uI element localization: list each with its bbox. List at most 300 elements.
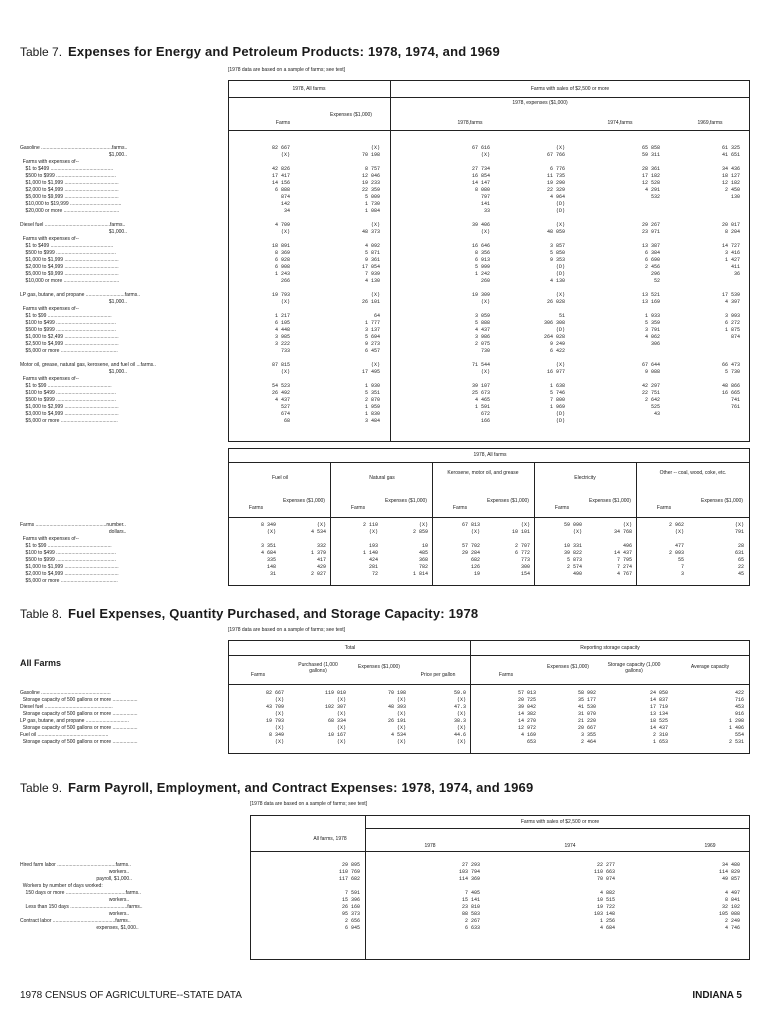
table-cell: 14 837	[649, 697, 668, 703]
table-cell: 4 130	[364, 278, 380, 284]
table-cell: 17 417	[271, 173, 290, 179]
table-cell: 5 999	[474, 264, 490, 270]
table-cell: 18 127	[721, 173, 740, 179]
table-cell: 4 062	[644, 334, 660, 340]
table-cell: (D)	[555, 208, 565, 214]
t9-hdr-all-farms: All farms, 1978	[313, 836, 347, 842]
table-cell: 485	[418, 550, 428, 556]
t7b-col-2	[338, 522, 378, 578]
table-cell	[542, 536, 582, 543]
table-cell	[430, 159, 490, 166]
stub-line: Farms ...................................................number..	[20, 522, 126, 528]
table-cell: 12 046	[361, 173, 380, 179]
table-cell: 48 373	[361, 229, 380, 235]
table9-number: Table 9.	[20, 781, 63, 795]
table-cell: 674	[280, 411, 290, 417]
stub-line: payroll, $1,000..	[20, 876, 132, 882]
table-cell: 17 539	[721, 292, 740, 298]
table-cell: (X)	[480, 152, 490, 158]
table-cell: (X)	[555, 145, 565, 151]
table-cell: (D)	[555, 201, 565, 207]
table-cell: 19 722	[596, 904, 615, 910]
t8-rule-b	[228, 684, 750, 685]
table7-subrule-b	[390, 97, 750, 98]
table-cell: 17 495	[361, 369, 380, 375]
stub-line: $2,000 to $4,999 .......................................	[20, 571, 119, 577]
table-cell: 761	[730, 404, 740, 410]
table-cell: (X)	[274, 725, 284, 731]
table-cell: (X)	[266, 529, 276, 535]
stub-line: $1,000 to $2,999 .......................................	[20, 404, 119, 410]
table-cell	[600, 306, 660, 313]
table-cell	[600, 236, 660, 243]
table-cell: 141	[480, 201, 490, 207]
table-cell: 13 169	[641, 299, 660, 305]
table-cell	[486, 536, 530, 543]
table-cell: 8 349	[268, 732, 284, 738]
table-cell: 14 437	[613, 550, 632, 556]
table-cell: 2 075	[474, 341, 490, 347]
table-cell: 20 667	[577, 725, 596, 731]
table-cell: 874	[730, 334, 740, 340]
t7b-div-2	[432, 462, 433, 586]
t9-hdr-sales-group: Farms with sales of $2,500 or more	[520, 819, 600, 825]
t7b-sub-farms-4: Farms	[554, 505, 570, 511]
table-cell: 4 437	[274, 397, 290, 403]
table-cell: 7	[680, 564, 684, 570]
stub-line: dollars..	[20, 529, 127, 535]
t7b-grp-natural-gas: Natural gas	[369, 475, 395, 481]
table-cell	[430, 236, 490, 243]
table-cell: 31 070	[577, 711, 596, 717]
t7-hdr-1978-expenses: 1978, expenses ($1,000)	[512, 100, 568, 106]
table-cell: 5 873	[566, 557, 582, 563]
table-cell: 6 272	[724, 320, 740, 326]
table-cell: 2 962	[668, 522, 684, 528]
table-cell: 2 456	[644, 264, 660, 270]
table-cell: 1 242	[474, 271, 490, 277]
table-cell: 29 895	[341, 862, 360, 868]
table-cell: (X)	[456, 697, 466, 703]
stub-line: Gasoline ..................................................	[20, 690, 111, 696]
table-cell: 17 182	[641, 173, 660, 179]
table-cell	[430, 355, 490, 362]
table8-title	[20, 606, 478, 621]
table-cell: 1 777	[364, 320, 380, 326]
table-cell: 49 857	[721, 876, 740, 882]
table7-stub	[20, 145, 226, 425]
stub-line: Workers by number of days worked:	[20, 883, 103, 889]
table-cell: 7 795	[616, 557, 632, 563]
table-cell: 4 397	[724, 299, 740, 305]
table-cell: 5 694	[364, 334, 380, 340]
table-cell: (X)	[370, 362, 380, 368]
t7-hdr-farms: Farms	[275, 120, 291, 126]
table-cell	[495, 285, 565, 292]
table-cell: (D)	[555, 271, 565, 277]
table-cell: (X)	[280, 152, 290, 158]
table-cell: 82 667	[271, 145, 290, 151]
table-cell: 88 583	[461, 911, 480, 917]
stub-line: Farms with expenses of--	[20, 236, 79, 242]
table-cell: 6 776	[549, 166, 565, 172]
table-cell: 31	[269, 571, 276, 577]
table-cell: 306	[650, 341, 660, 347]
table-cell	[600, 201, 660, 208]
table-cell: 2 574	[566, 564, 582, 570]
table-cell: 54 523	[271, 383, 290, 389]
table-cell	[700, 536, 744, 543]
table-cell: 48 866	[721, 383, 740, 389]
table-cell: 6 888	[274, 187, 290, 193]
table-cell: 3 351	[260, 543, 276, 549]
table-cell: 67 616	[471, 145, 490, 151]
t7b-col-9	[700, 522, 744, 578]
table-cell	[680, 418, 740, 425]
stub-line: $1,000 to $1,999 .......................................	[20, 180, 119, 186]
table-cell	[320, 159, 380, 166]
table-cell: 1 084	[364, 208, 380, 214]
t7b-div-4	[636, 462, 637, 586]
table-cell	[495, 159, 565, 166]
stub-line	[20, 215, 226, 222]
stub-line: 150 days or more ...........................................farms..	[20, 890, 141, 896]
table-cell	[600, 376, 660, 383]
table-cell: 4 709	[274, 222, 290, 228]
t7-col-farms	[240, 145, 290, 425]
table-cell: 4 437	[474, 327, 490, 333]
table-cell: 1 875	[724, 327, 740, 333]
table-cell: 13 387	[641, 243, 660, 249]
table-cell: 26 160	[341, 904, 360, 910]
table-cell	[240, 376, 290, 383]
table-cell: 6 690	[644, 257, 660, 263]
table-cell: 82 667	[265, 690, 284, 696]
stub-line: Farms with expenses of--	[20, 376, 79, 382]
table-cell: 34 768	[613, 529, 632, 535]
table-cell: 22 751	[641, 390, 660, 396]
table7-header-rule	[228, 130, 750, 131]
table-cell: 5 351	[364, 390, 380, 396]
table-cell: 103 148	[593, 911, 615, 917]
table-cell: (X)	[370, 292, 380, 298]
stub-line: $2,500 to $4,999 .......................................	[20, 341, 119, 347]
stub-line: $20,000 or more ........................................	[20, 208, 120, 214]
table-cell: 300	[520, 564, 530, 570]
table-cell: 105 088	[718, 911, 740, 917]
stub-line: Diesel fuel .................................................	[20, 704, 113, 710]
table-cell: 103 794	[458, 869, 480, 875]
t9-hdr-1969: 1969	[704, 843, 716, 849]
table8-number: Table 8.	[20, 607, 63, 621]
table-cell: (X)	[274, 739, 284, 745]
table-cell: 8 369	[274, 250, 290, 256]
table7-number: Table 7.	[20, 45, 63, 59]
table-cell: (X)	[734, 522, 744, 528]
table-cell: 8 757	[364, 166, 380, 172]
t7b-sub-exp-3: Expenses ($1,000)	[487, 498, 529, 504]
table-cell	[430, 285, 490, 292]
t9-col-1978	[420, 862, 480, 932]
stub-line: $2,000 to $4,999 .......................................	[20, 187, 119, 193]
table-cell: 34 480	[721, 862, 740, 868]
table-cell: 22 277	[596, 862, 615, 868]
table-cell: 1 427	[724, 257, 740, 263]
table-cell: 102 307	[324, 704, 346, 710]
t8-col-0	[232, 690, 284, 746]
t8-h5: Expenses ($1,000)	[547, 664, 589, 670]
stub-line: $1,000..	[20, 299, 127, 305]
table-cell: (X)	[280, 369, 290, 375]
table-cell: 4 746	[724, 925, 740, 931]
t7b-col-3	[384, 522, 428, 578]
t7b-col-5	[486, 522, 530, 578]
table-cell: 14 156	[271, 180, 290, 186]
t8-hdr-total: Total	[344, 645, 356, 651]
table-cell	[240, 285, 290, 292]
table-cell: 4 448	[274, 327, 290, 333]
table-cell: (X)	[520, 522, 530, 528]
table-cell: 8 841	[724, 897, 740, 903]
table9-title	[20, 780, 533, 795]
table-cell	[495, 236, 565, 243]
table7-title	[20, 44, 500, 59]
table-cell: (X)	[274, 711, 284, 717]
table-cell: 296	[650, 271, 660, 277]
stub-line: Storage capacity of 500 gallons or more ..................	[20, 697, 138, 703]
table-cell	[600, 159, 660, 166]
table-cell	[680, 306, 740, 313]
table-cell: 58 992	[577, 690, 596, 696]
table-cell: 7 800	[549, 397, 565, 403]
table-cell: 4 497	[724, 890, 740, 896]
table-cell	[680, 883, 740, 890]
t8-col-6	[600, 690, 668, 746]
table-cell: (X)	[274, 697, 284, 703]
t7b-sub-exp-5: Expenses ($1,000)	[701, 498, 743, 504]
table-cell: 61 325	[721, 145, 740, 151]
table-cell: (D)	[555, 264, 565, 270]
table-cell	[420, 883, 480, 890]
table-cell: 19 793	[271, 292, 290, 298]
table-cell: 4 291	[644, 187, 660, 193]
table-cell: 3 137	[364, 327, 380, 333]
table-cell	[680, 285, 740, 292]
stub-line: Farms with expenses of--	[20, 159, 79, 165]
table-cell: (X)	[622, 522, 632, 528]
table-cell	[600, 215, 660, 222]
t9-col-1974	[555, 862, 615, 932]
table-cell: (X)	[456, 739, 466, 745]
stub-line: $1 to $499 .............................................	[20, 166, 114, 172]
table-cell: 130	[730, 194, 740, 200]
table-cell: 14 270	[517, 718, 536, 724]
stub-line: LP gas, butane, and propane ...............................	[20, 718, 129, 724]
t8-hdr-storage: Reporting storage capacity	[580, 645, 640, 651]
t9-rule-a	[365, 828, 750, 829]
table-cell	[680, 355, 740, 362]
table-cell	[680, 376, 740, 383]
table-cell: 166	[480, 418, 490, 424]
table-cell: 11 735	[546, 173, 565, 179]
table-cell: 1 638	[549, 383, 565, 389]
table-cell: 2 642	[644, 397, 660, 403]
table-cell	[680, 278, 740, 285]
table-cell: 20 725	[517, 697, 536, 703]
t7b-sub-farms-5: Farms	[656, 505, 672, 511]
table-cell: 525	[650, 404, 660, 410]
table-cell: (X)	[418, 522, 428, 528]
table-cell	[600, 285, 660, 292]
table-cell: 496	[622, 543, 632, 549]
t8-div	[470, 640, 471, 754]
table-cell: 4 465	[474, 397, 490, 403]
table-cell	[320, 215, 380, 222]
table-cell: 411	[730, 264, 740, 270]
stub-line: $500 to $999 ...........................................	[20, 327, 116, 333]
table-cell: 453	[734, 704, 744, 710]
table-cell: 17 719	[649, 704, 668, 710]
stub-line: Hired farm labor ..........................................farms..	[20, 862, 131, 868]
t7-hdr-sales-group: Farms with sales of $2,500 or more	[530, 86, 610, 92]
table-cell: 67 813	[461, 522, 480, 528]
table-cell: 126	[470, 564, 480, 570]
table-cell: 1 930	[364, 383, 380, 389]
table-cell: 3 222	[274, 341, 290, 347]
stub-line: $500 to $999 ...........................................	[20, 397, 116, 403]
table-cell: 45	[737, 571, 744, 577]
table-cell	[240, 159, 290, 166]
table-cell: 6 772	[514, 550, 530, 556]
table-cell: 2 464	[580, 739, 596, 745]
table-cell: 52	[653, 278, 660, 284]
table-cell: (X)	[480, 369, 490, 375]
table-cell: 4 964	[549, 194, 565, 200]
stub-line: $2,000 to $4,999 .......................................	[20, 264, 119, 270]
table-cell: 1 406	[728, 725, 744, 731]
table-cell: 67 766	[546, 152, 565, 158]
table-cell: (D)	[555, 327, 565, 333]
table-cell	[320, 376, 380, 383]
table-cell: 24 050	[649, 690, 668, 696]
table-cell: 791	[734, 529, 744, 535]
table-cell: 55	[677, 557, 684, 563]
table-cell: 193	[368, 543, 378, 549]
table7b-stub	[20, 522, 226, 585]
table-cell: 9 361	[364, 257, 380, 263]
t8-col-1	[290, 690, 346, 746]
table-cell: 2 027	[310, 571, 326, 577]
table-cell: 65	[737, 557, 744, 563]
t7b-sub-exp-2: Expenses ($1,000)	[385, 498, 427, 504]
stub-line: $5,000 or more .........................................	[20, 418, 118, 424]
t7b-col-7	[588, 522, 632, 578]
table-cell: 48 393	[387, 704, 406, 710]
table-cell	[680, 348, 740, 355]
table-cell: 6 422	[549, 348, 565, 354]
stub-line: $500 to $999 ...........................................	[20, 557, 116, 563]
table8-stub	[20, 690, 226, 746]
stub-line: $1,000 to $1,999 .......................................	[20, 257, 119, 263]
table-cell	[240, 306, 290, 313]
table-cell	[680, 411, 740, 418]
table-cell: (X)	[368, 529, 378, 535]
table-cell: 3 986	[474, 334, 490, 340]
table-cell	[240, 236, 290, 243]
table-cell: (D)	[555, 411, 565, 417]
footer-page: INDIANA 5	[692, 990, 742, 1001]
t9-rule-b	[250, 851, 750, 852]
table-cell: (X)	[370, 222, 380, 228]
stub-line: $5,000 to $9,999 .......................................	[20, 271, 119, 277]
table-cell: 6 384	[644, 250, 660, 256]
table-cell: (X)	[456, 725, 466, 731]
table-cell: 6 633	[464, 925, 480, 931]
table-cell: 1 243	[274, 271, 290, 277]
table-cell: 477	[674, 543, 684, 549]
t7-hdr-all-farms: 1978, All farms	[292, 86, 326, 92]
t7b-sub-farms-1: Farms	[248, 505, 264, 511]
table-cell	[680, 236, 740, 243]
table-cell: 2 707	[514, 543, 530, 549]
table-cell: 3 993	[724, 313, 740, 319]
table-cell: 5 871	[364, 250, 380, 256]
table-cell: 7 591	[344, 890, 360, 896]
stub-line: $1 to $99 ..............................................	[20, 313, 112, 319]
table-cell: 6 928	[274, 257, 290, 263]
table-cell: 48 059	[546, 229, 565, 235]
t7b-col-8	[644, 522, 684, 578]
table-cell: 22 359	[361, 187, 380, 193]
table-cell: 429	[316, 564, 326, 570]
table-cell: 6 105	[274, 320, 290, 326]
table-cell	[430, 215, 490, 222]
table-cell	[240, 215, 290, 222]
t7b-grp-fuel-oil: Fuel oil	[271, 475, 289, 481]
stub-line: Less than 150 days .........................................farms..	[20, 904, 143, 910]
table-cell: 782	[418, 564, 428, 570]
table-cell: (X)	[280, 229, 290, 235]
t7-col-expenses	[320, 145, 380, 425]
table-cell: 25 673	[471, 390, 490, 396]
table-cell: (X)	[336, 711, 346, 717]
table7-divider	[390, 80, 391, 442]
table-cell: 260	[480, 278, 490, 284]
table-cell: 154	[520, 571, 530, 577]
table-cell: 730	[480, 348, 490, 354]
table-cell: 554	[734, 732, 744, 738]
stub-line: $1,000..	[20, 369, 127, 375]
table-cell: 4 882	[599, 890, 615, 896]
table-cell: 8 080	[474, 187, 490, 193]
table-cell	[384, 536, 428, 543]
table-cell: (X)	[396, 697, 406, 703]
table8-note: [1978 data are based on a sample of farms; see text]	[228, 627, 346, 633]
t7-hdr-1978-farms: 1978,farms	[457, 120, 483, 126]
table-cell	[644, 536, 684, 543]
t8-rule-a	[228, 655, 750, 656]
table-cell: 22	[737, 564, 744, 570]
t9-col-all-farms	[300, 862, 360, 932]
table-cell: 110 663	[593, 869, 615, 875]
table-cell: 59 090	[563, 522, 582, 528]
table-cell: 29 284	[461, 550, 480, 556]
table9-stub	[20, 862, 248, 932]
table-cell: 70 198	[361, 152, 380, 158]
t7b-rule-a	[228, 462, 750, 463]
t7b-grp-kerosene: Kerosene, motor oil, and grease	[447, 470, 519, 476]
t7b-rule-b	[228, 517, 750, 518]
